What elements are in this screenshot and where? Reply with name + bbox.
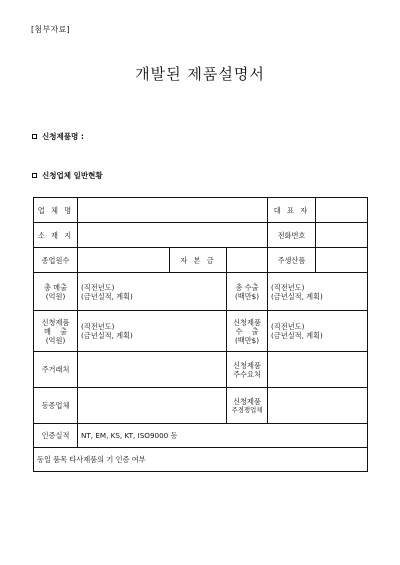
main-customers-label: 주거래처 bbox=[34, 352, 78, 388]
total-export-label bbox=[227, 273, 268, 311]
prev-year-text: (직전년도) bbox=[81, 322, 115, 331]
table-row bbox=[34, 388, 368, 424]
product-export-label-line2: 수 출 bbox=[235, 326, 259, 336]
table-row bbox=[34, 311, 368, 352]
total-sales-label-line1: 총 매출 bbox=[43, 282, 68, 292]
total-export-value[interactable] bbox=[268, 273, 368, 311]
table-row bbox=[34, 352, 368, 388]
product-main-customers-value[interactable] bbox=[268, 352, 368, 388]
product-competitors-line2: 주경쟁업체 bbox=[231, 406, 263, 414]
product-export-label bbox=[227, 311, 268, 352]
this-year-text: (금년실적, 계획) bbox=[81, 331, 133, 340]
total-sales-label bbox=[34, 273, 78, 311]
this-year-text: (금년실적, 계획) bbox=[81, 291, 133, 301]
company-name-label: 업 체 명 bbox=[34, 198, 78, 223]
table-row bbox=[34, 223, 368, 248]
address-label: 소 재 지 bbox=[34, 223, 78, 248]
section-product-name bbox=[32, 131, 84, 142]
same-product-other-cert[interactable]: 동일 품목 타사제품의 기 인증 여부 bbox=[34, 448, 368, 472]
address-value[interactable] bbox=[78, 223, 268, 248]
product-main-customers-line1: 신청제품 bbox=[233, 360, 261, 370]
product-sales-label-line2: 매 출 bbox=[43, 326, 68, 336]
ceo-value[interactable] bbox=[316, 198, 368, 223]
product-main-customers-label bbox=[227, 352, 268, 388]
main-products-value[interactable] bbox=[316, 248, 368, 273]
competitors-label: 동종업체 bbox=[34, 388, 78, 424]
this-year-text: (금년실적, 계획) bbox=[271, 291, 323, 301]
total-export-label-line1: 총 수출 bbox=[235, 282, 259, 292]
section-company-overview bbox=[32, 170, 103, 181]
product-export-label-line1: 신청제품 bbox=[233, 317, 261, 327]
total-sales-label-line2: (억원) bbox=[45, 291, 66, 301]
phone-label: 전화번호 bbox=[268, 223, 316, 248]
attachment-label: [첨부자료] bbox=[31, 25, 70, 34]
table-row bbox=[34, 448, 368, 472]
table-row bbox=[34, 248, 368, 273]
main-products-label: 주생산품 bbox=[268, 248, 316, 273]
square-bullet-icon bbox=[32, 134, 37, 139]
table-row bbox=[34, 273, 368, 311]
capital-label: 자 본 금 bbox=[170, 248, 227, 273]
this-year-text: (금년실적, 계획) bbox=[271, 331, 323, 340]
product-competitors-line1: 신청제품 bbox=[233, 397, 261, 406]
product-main-customers-line2: 주수요처 bbox=[233, 369, 261, 379]
employees-value[interactable] bbox=[78, 248, 170, 273]
product-sales-value[interactable] bbox=[78, 311, 227, 352]
competitors-value[interactable] bbox=[78, 388, 227, 424]
prev-year-text: (직전년도) bbox=[81, 282, 115, 292]
product-export-label-line3: (백만$) bbox=[234, 335, 260, 345]
company-overview-table bbox=[33, 197, 368, 472]
table-row bbox=[34, 198, 368, 223]
certifications-label: 인증실적 bbox=[34, 424, 78, 448]
product-export-value[interactable] bbox=[268, 311, 368, 352]
product-competitors-label bbox=[227, 388, 268, 424]
main-customers-value[interactable] bbox=[78, 352, 227, 388]
product-sales-label bbox=[34, 311, 78, 352]
phone-value[interactable] bbox=[316, 223, 368, 248]
section-label: 신청제품명 : bbox=[42, 132, 84, 141]
product-sales-label-line1: 신청제품 bbox=[41, 317, 70, 327]
section-label: 신청업체 일반현황 bbox=[42, 171, 103, 180]
total-export-label-line2: (백만$) bbox=[234, 291, 260, 301]
ceo-label: 대 표 자 bbox=[268, 198, 316, 223]
company-name-value[interactable] bbox=[78, 198, 268, 223]
table-row bbox=[34, 424, 368, 448]
document-title: 개발된 제품설명서 bbox=[135, 65, 265, 83]
employees-label: 종업원수 bbox=[34, 248, 78, 273]
prev-year-text: (직전년도) bbox=[271, 322, 305, 331]
total-sales-value[interactable] bbox=[78, 273, 227, 311]
square-bullet-icon bbox=[32, 173, 37, 178]
product-sales-label-line3: (억원) bbox=[45, 335, 66, 345]
certifications-value[interactable]: NT, EM, KS, KT, ISO9000 등 bbox=[78, 424, 368, 448]
prev-year-text: (직전년도) bbox=[271, 282, 305, 292]
product-competitors-value[interactable] bbox=[268, 388, 368, 424]
capital-value[interactable] bbox=[227, 248, 268, 273]
